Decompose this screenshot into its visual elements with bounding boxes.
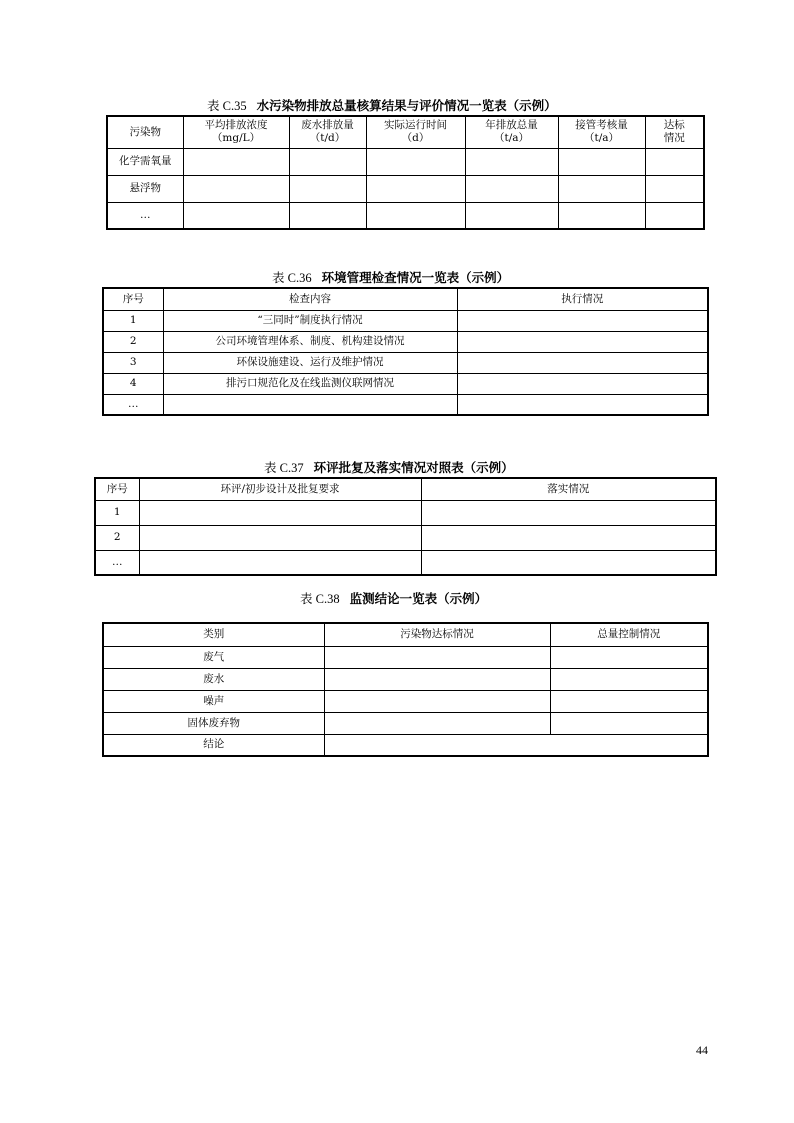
table-c37-number: 表 C.37 bbox=[264, 461, 304, 475]
row-number: 2 bbox=[95, 525, 139, 550]
row-label: 化学需氧量 bbox=[107, 148, 183, 175]
table-row bbox=[103, 734, 708, 756]
row-label: 废水 bbox=[103, 668, 324, 690]
table-c36 bbox=[102, 287, 709, 416]
table-c36-number: 表 C.36 bbox=[272, 271, 312, 285]
row-label: 悬浮物 bbox=[107, 175, 183, 202]
header-cell: 污染物 bbox=[107, 116, 183, 148]
header-cell: 序号 bbox=[95, 478, 139, 500]
table-row bbox=[103, 394, 708, 415]
header-cell: 执行情况 bbox=[457, 288, 708, 310]
table-c37-header-row bbox=[95, 478, 716, 500]
table-c38 bbox=[102, 622, 709, 757]
table-row bbox=[103, 331, 708, 352]
header-cell: 废水排放量 （t/d） bbox=[289, 116, 366, 148]
table-row bbox=[95, 525, 716, 550]
header-cell: 环评/初步设计及批复要求 bbox=[139, 478, 421, 500]
row-number: 4 bbox=[103, 373, 163, 394]
table-row bbox=[107, 202, 704, 229]
table-c38-number: 表 C.38 bbox=[300, 592, 340, 606]
row-label: 噪声 bbox=[103, 690, 324, 712]
table-row bbox=[107, 175, 704, 202]
table-c35-title: 水污染物排放总量核算结果与评价情况一览表（示例） bbox=[256, 98, 557, 113]
page-number: 44 bbox=[696, 1043, 708, 1057]
header-cell: 序号 bbox=[103, 288, 163, 310]
table-c37-title: 环评批复及落实情况对照表（示例） bbox=[313, 460, 514, 475]
row-content: “三同时”制度执行情况 bbox=[163, 310, 457, 331]
header-cell: 平均排放浓度 （mg/L） bbox=[183, 116, 289, 148]
row-content: 排污口规范化及在线监测仪联网情况 bbox=[163, 373, 457, 394]
header-cell: 检查内容 bbox=[163, 288, 457, 310]
row-content bbox=[163, 394, 457, 415]
header-cell: 达标 情况 bbox=[645, 116, 704, 148]
row-label: 固体废弃物 bbox=[103, 712, 324, 734]
table-c35-header-row bbox=[107, 116, 704, 148]
header-cell: 年排放总量 （t/a） bbox=[465, 116, 558, 148]
table-c36-header-row bbox=[103, 288, 708, 310]
table-row bbox=[103, 712, 708, 734]
header-cell: 接管考核量 （t/a） bbox=[558, 116, 645, 148]
row-number: … bbox=[95, 550, 139, 575]
table-c35 bbox=[106, 115, 705, 230]
row-number: 3 bbox=[103, 352, 163, 373]
table-row bbox=[103, 668, 708, 690]
table-row bbox=[103, 690, 708, 712]
table-c37 bbox=[94, 477, 717, 576]
table-c38-title: 监测结论一览表（示例） bbox=[349, 591, 488, 606]
row-label: 废气 bbox=[103, 646, 324, 668]
table-row bbox=[103, 352, 708, 373]
header-cell: 实际运行时间 （d） bbox=[366, 116, 465, 148]
table-row bbox=[107, 148, 704, 175]
header-cell: 落实情况 bbox=[421, 478, 716, 500]
table-c37-caption bbox=[264, 458, 514, 476]
table-c36-caption bbox=[272, 268, 509, 286]
header-cell: 污染物达标情况 bbox=[324, 623, 550, 646]
row-number: 1 bbox=[95, 500, 139, 525]
row-content: 公司环境管理体系、制度、机构建设情况 bbox=[163, 331, 457, 352]
table-row bbox=[95, 550, 716, 575]
table-c38-header-row bbox=[103, 623, 708, 646]
header-cell: 类别 bbox=[103, 623, 324, 646]
table-c35-number: 表 C.35 bbox=[207, 99, 247, 113]
row-number: 2 bbox=[103, 331, 163, 352]
table-row bbox=[103, 646, 708, 668]
header-cell: 总量控制情况 bbox=[550, 623, 708, 646]
row-number: 1 bbox=[103, 310, 163, 331]
table-c36-title: 环境管理检查情况一览表（示例） bbox=[321, 270, 510, 285]
table-row bbox=[103, 373, 708, 394]
row-label: … bbox=[107, 202, 183, 229]
table-row bbox=[95, 500, 716, 525]
row-content: 环保设施建设、运行及维护情况 bbox=[163, 352, 457, 373]
table-c35-caption bbox=[207, 96, 557, 114]
table-row bbox=[103, 310, 708, 331]
row-label: 结论 bbox=[103, 734, 324, 756]
table-c38-caption bbox=[300, 589, 487, 607]
row-number: … bbox=[103, 394, 163, 415]
